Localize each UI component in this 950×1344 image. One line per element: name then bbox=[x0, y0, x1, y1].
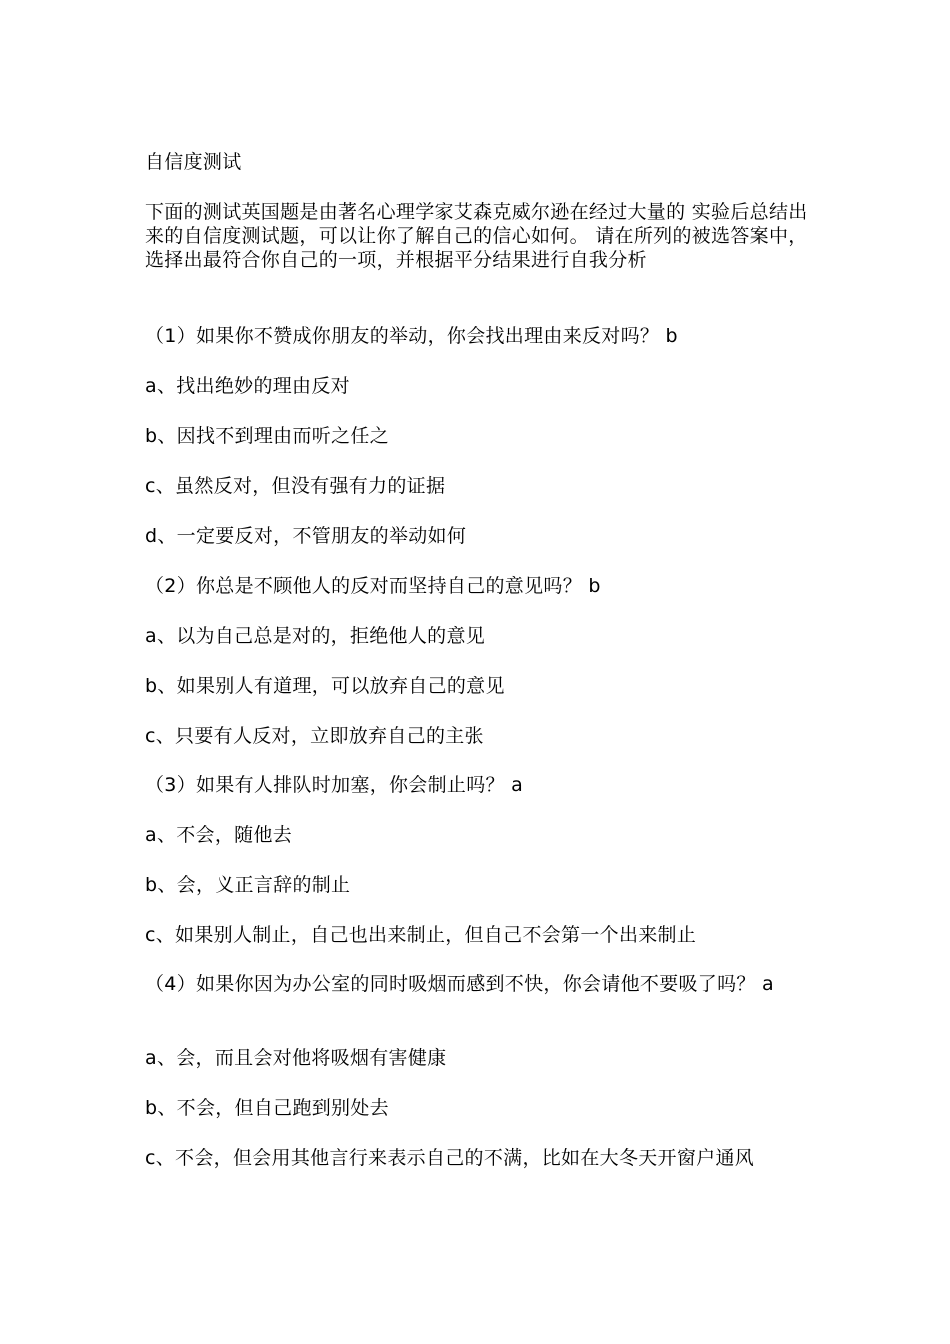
question-4: （4）如果你因为办公室的同时吸烟而感到不快，你会请他不要吸了吗？ a bbox=[145, 973, 774, 995]
q3-option-a: a、不会，随他去 bbox=[145, 824, 293, 846]
q2-option-a: a、以为自己总是对的，拒绝他人的意见 bbox=[145, 625, 486, 647]
document-title: 自信度测试 bbox=[145, 151, 242, 173]
q3-option-c: c、如果别人制止，自己也出来制止，但自己不会第一个出来制止 bbox=[145, 924, 697, 946]
q1-option-d: d、一定要反对，不管朋友的举动如何 bbox=[145, 525, 467, 547]
q1-option-b: b、因找不到理由而听之任之 bbox=[145, 425, 389, 447]
q3-option-b: b、会，义正言辞的制止 bbox=[145, 874, 351, 896]
q1-option-a: a、找出绝妙的理由反对 bbox=[145, 375, 350, 397]
q4-option-c: c、不会，但会用其他言行来表示自己的不满，比如在大冬天开窗户通风 bbox=[145, 1147, 755, 1169]
q4-option-b: b、不会，但自己跑到别处去 bbox=[145, 1097, 389, 1119]
intro-paragraph: 下面的测试英国题是由著名心理学家艾森克威尔逊在经过大量的 实验后总结出来的自信度测试题，可以让你了解自己的信心如何。 请在所列的被选答案中，选择出最符合你自己的一项，并根据平分结果进行自我分析 bbox=[145, 201, 808, 271]
question-2: （2）你总是不顾他人的反对而坚持自己的意见吗？ b bbox=[145, 575, 601, 597]
q4-option-a: a、会，而且会对他将吸烟有害健康 bbox=[145, 1047, 447, 1069]
q1-option-c: c、虽然反对，但没有强有力的证据 bbox=[145, 475, 446, 497]
q2-option-c: c、只要有人反对，立即放弃自己的主张 bbox=[145, 725, 484, 747]
q2-option-b: b、如果别人有道理，可以放弃自己的意见 bbox=[145, 675, 505, 697]
question-3: （3）如果有人排队时加塞，你会制止吗？ a bbox=[145, 774, 524, 796]
question-1: （1）如果你不赞成你朋友的举动，你会找出理由来反对吗？ b bbox=[145, 325, 678, 347]
